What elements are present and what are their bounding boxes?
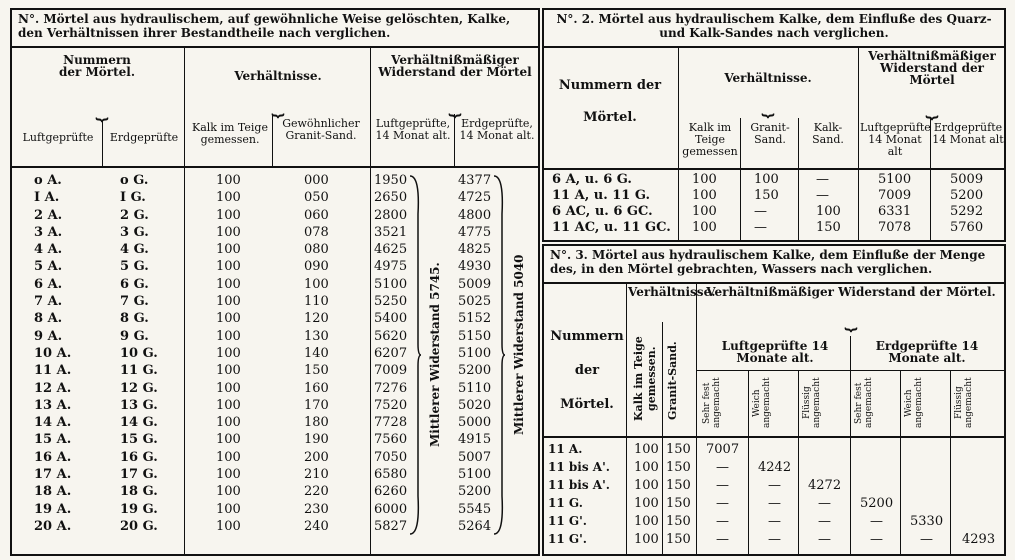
t3-vline-num	[626, 282, 627, 554]
t3-kalk: 100	[634, 478, 659, 493]
t2-ep: 5292	[950, 204, 984, 219]
t2-vline-4	[858, 46, 859, 240]
t1-hline-head	[12, 166, 538, 168]
list-item: 130	[304, 328, 329, 344]
list-item: 18 G.	[120, 484, 158, 500]
t3-num: 11 A.	[548, 442, 583, 456]
list-item: 100	[216, 276, 241, 292]
list-item: 5620	[374, 328, 408, 344]
t2-vline-5	[930, 118, 931, 240]
t3-header-nummern: Nummern der Mörtel.	[550, 329, 624, 412]
list-item: 2650	[374, 190, 408, 206]
list-item: 5152	[458, 311, 492, 327]
list-item: 5 A.	[34, 259, 63, 275]
list-item: 5150	[458, 328, 492, 344]
t3-c2: —	[768, 478, 781, 493]
t3-header-wider: Verhältnißmäßiger Widerstand der Mörtel.	[706, 285, 996, 299]
t3-header-luft: Luftgeprüfte 14 Monate alt.	[721, 339, 829, 365]
t3-c3: 4272	[808, 478, 842, 493]
t3-brace-wider: ⏟	[844, 306, 858, 331]
list-item: 100	[216, 207, 241, 223]
t2-num: 6 AC, u. 6 GC.	[552, 204, 653, 219]
list-item: 18 A.	[34, 484, 72, 500]
list-item: o G.	[120, 173, 149, 188]
list-item: 5020	[458, 397, 492, 413]
list-item: 100	[216, 173, 241, 188]
list-item: 11 G.	[120, 363, 158, 379]
list-item: 7560	[374, 432, 408, 448]
t3-c2: —	[768, 532, 781, 547]
list-item: 100	[216, 294, 241, 310]
list-item: 7009	[374, 363, 408, 379]
list-item: 8 A.	[34, 311, 63, 327]
list-item: 5400	[374, 311, 408, 327]
list-item: 000	[304, 173, 329, 188]
list-item: 100	[216, 328, 241, 344]
list-item: 060	[304, 207, 329, 223]
t3-c2: —	[768, 514, 781, 529]
list-item: 5000	[458, 415, 492, 431]
list-item: 12 G.	[120, 380, 158, 396]
list-item: 160	[304, 380, 329, 396]
list-item: 5100	[374, 276, 408, 292]
t1-vline-3	[272, 114, 273, 166]
t2-vline-1	[678, 46, 679, 240]
t2-header-nummern: Nummern der Mörtel.	[558, 78, 662, 125]
t2-kalk: 100	[692, 188, 717, 203]
list-item: 7520	[374, 397, 408, 413]
list-item: 9 A.	[34, 328, 63, 344]
t2-header-granit: Granit-Sand.	[750, 121, 790, 146]
t2-kalk: 100	[692, 220, 717, 235]
list-item: 7 G.	[120, 294, 149, 310]
list-item: 100	[216, 345, 241, 361]
list-item: 12 A.	[34, 380, 72, 396]
list-item: 5110	[458, 380, 492, 396]
t3-c1: —	[716, 478, 729, 493]
t3-vline-mid	[850, 336, 851, 554]
t2-granit: 100	[754, 172, 779, 187]
list-item: 3521	[374, 224, 408, 240]
t2-header-ep: Erdgeprüfte 14 Monat alt	[932, 121, 1004, 146]
t2-brace-wider: ⏟	[925, 94, 939, 119]
t3-c5: 5330	[910, 514, 944, 529]
t3-vline-kalk	[662, 322, 663, 554]
list-item: 4930	[458, 259, 492, 275]
list-item: 5025	[458, 294, 492, 310]
t2-ks: —	[816, 188, 829, 203]
t3-c1: —	[716, 460, 729, 475]
list-item: 230	[304, 501, 329, 517]
table-1	[10, 8, 540, 556]
t3-hline-head	[544, 436, 1004, 438]
t2-ep: 5009	[950, 172, 984, 187]
t3-c3: —	[818, 496, 831, 511]
list-item: 100	[216, 224, 241, 240]
list-item: 17 A.	[34, 467, 72, 483]
list-item: 4975	[374, 259, 408, 275]
t3-sub-5: Flüssig angemacht	[954, 377, 974, 429]
t3-sub-1: Weich angemacht	[752, 377, 772, 429]
t2-num: 6 A, u. 6 G.	[552, 172, 632, 187]
list-item: 100	[216, 501, 241, 517]
t3-sub-2: Flüssig angemacht	[802, 377, 822, 429]
t3-num: 11 G.	[548, 496, 583, 510]
list-item: 100	[216, 415, 241, 431]
t2-lp: 7078	[878, 220, 912, 235]
t3-c1: —	[716, 514, 729, 529]
t2-granit: —	[754, 220, 767, 235]
list-item: 6000	[374, 501, 408, 517]
t3-c6: 4293	[962, 532, 996, 547]
t1-col-luft	[34, 172, 71, 535]
list-item: 15 G.	[120, 432, 158, 448]
list-item: 7050	[374, 449, 408, 465]
list-item: 15 A.	[34, 432, 72, 448]
t3-header-kalk: Kalk im Teige gemessen.	[632, 336, 658, 422]
list-item: 10 G.	[120, 345, 158, 361]
list-item: 5007	[458, 449, 492, 465]
list-item: 5200	[458, 363, 492, 379]
t3-num: 11 bis A'.	[548, 460, 610, 474]
t3-header-verh: Verhältnisse.	[628, 285, 716, 299]
t1-brace-wider: ⏟	[448, 92, 462, 117]
t2-header-kalksand: Kalk-Sand.	[812, 121, 844, 146]
t2-header-wider: Verhältnißmäßiger Widerstand der Mörtel	[868, 49, 996, 87]
list-item: 190	[304, 432, 329, 448]
t3-vline-s2	[798, 370, 799, 554]
t2-kalk: 100	[692, 204, 717, 219]
list-item: 100	[216, 259, 241, 275]
t1-col-lp	[374, 172, 407, 535]
t3-granit: 150	[666, 460, 691, 475]
list-item: 4775	[458, 224, 492, 240]
t3-c1: —	[716, 532, 729, 547]
list-item: 4377	[458, 173, 492, 188]
list-item: 4800	[458, 207, 492, 223]
list-item: 150	[304, 363, 329, 379]
list-item: 20 G.	[120, 518, 158, 534]
t1-header-kalk: Kalk im Teige gemessen.	[192, 121, 268, 146]
list-item: 240	[304, 518, 329, 534]
list-item: 100	[216, 380, 241, 396]
t2-kalk: 100	[692, 172, 717, 187]
t3-granit: 150	[666, 478, 691, 493]
list-item: 16 G.	[120, 449, 158, 465]
list-item: 10 A.	[34, 345, 72, 361]
list-item: 3 A.	[34, 224, 63, 240]
list-item: 14 A.	[34, 415, 72, 431]
t3-kalk: 100	[634, 514, 659, 529]
list-item: 2 G.	[120, 207, 149, 223]
t3-c4: 5200	[860, 496, 894, 511]
list-item: 19 G.	[120, 501, 158, 517]
t1-col-granit	[304, 172, 329, 535]
list-item: 5200	[458, 484, 492, 500]
list-item: 100	[216, 397, 241, 413]
t3-sub-4: Weich angemacht	[904, 377, 924, 429]
t1-brace-lp-shape	[408, 174, 422, 536]
t3-c3: —	[818, 514, 831, 529]
list-item: 100	[216, 467, 241, 483]
list-item: 180	[304, 415, 329, 431]
t1-brace-nummern: ⏟	[95, 96, 109, 121]
list-item: 078	[304, 224, 329, 240]
list-item: 4725	[458, 190, 492, 206]
list-item: I G.	[120, 190, 146, 206]
t2-lp: 5100	[878, 172, 912, 187]
list-item: 5100	[458, 467, 492, 483]
list-item: 5827	[374, 518, 408, 534]
list-item: 5100	[458, 345, 492, 361]
t3-vline-s5	[950, 370, 951, 554]
list-item: 100	[216, 190, 241, 206]
t2-vline-3	[798, 118, 799, 240]
t3-c2: 4242	[758, 460, 792, 475]
t3-vline-verh	[696, 282, 697, 554]
t2-lp: 6331	[878, 204, 912, 219]
t1-mittlerer-luft: Mittlerer Widerstand 5745.	[428, 262, 442, 448]
t1-vline-4	[370, 46, 371, 554]
t2-header-verh: Verhältnisse.	[724, 71, 812, 85]
list-item: 090	[304, 259, 329, 275]
table-1-title: N°. Mörtel aus hydraulischem, auf gewöhnliche Weise gelöschten, Kalke, den Verhältnissen ihrer Bestandtheile nach verglichen.	[12, 10, 538, 48]
list-item: 5264	[458, 518, 492, 534]
list-item: 220	[304, 484, 329, 500]
t2-ks: —	[816, 172, 829, 187]
list-item: 100	[216, 449, 241, 465]
t1-col-ep	[458, 172, 491, 535]
list-item: 100	[216, 518, 241, 534]
t3-c4: —	[870, 532, 883, 547]
list-item: 2800	[374, 207, 408, 223]
list-item: 5009	[458, 276, 492, 292]
t3-vline-s1	[748, 370, 749, 554]
t2-header-kalk: Kalk im Teige gemessen	[682, 121, 738, 158]
t3-kalk: 100	[634, 442, 659, 457]
t3-num: 11 bis A'.	[548, 478, 610, 492]
t3-header-granit: Granit-Sand.	[666, 341, 679, 421]
t2-lp: 7009	[878, 188, 912, 203]
list-item: 6207	[374, 345, 408, 361]
table-3	[542, 244, 1006, 556]
list-item: 13 A.	[34, 397, 72, 413]
table-2-title: N°. 2. Mörtel aus hydraulischem Kalke, dem Einfluße des Quarz- und Kalk-Sandes nach verglichen.	[544, 10, 1004, 48]
t3-granit: 150	[666, 514, 691, 529]
list-item: 100	[216, 311, 241, 327]
list-item: 7728	[374, 415, 408, 431]
t3-num: 11 G'.	[548, 514, 587, 528]
list-item: 7 A.	[34, 294, 63, 310]
list-item: 5250	[374, 294, 408, 310]
t1-brace-ep-shape	[492, 174, 506, 536]
t1-header-granit: Gewöhnlicher Granit-Sand.	[282, 117, 360, 142]
t2-ep: 5200	[950, 188, 984, 203]
t2-brace-verh: ⏟	[761, 92, 775, 117]
list-item: 110	[304, 294, 329, 310]
t3-sub-3: Sehr fest angemacht	[854, 377, 874, 429]
list-item: 16 A.	[34, 449, 72, 465]
t1-mittlerer-erd: Mittlerer Widerstand 5040	[512, 254, 526, 436]
list-item: 210	[304, 467, 329, 483]
t2-ep: 5760	[950, 220, 984, 235]
t1-vline-2	[184, 46, 185, 554]
list-item: 20 A.	[34, 518, 72, 534]
t3-num: 11 G'.	[548, 532, 587, 546]
t3-c1: —	[716, 496, 729, 511]
t3-granit: 150	[666, 442, 691, 457]
t3-kalk: 100	[634, 532, 659, 547]
list-item: 100	[216, 242, 241, 258]
t1-header-lp: Luftgeprüfte, 14 Monat alt.	[375, 117, 451, 142]
t2-num: 11 AC, u. 11 GC.	[552, 220, 671, 235]
t1-vline-5	[454, 114, 455, 166]
list-item: 13 G.	[120, 397, 158, 413]
list-item: 5 G.	[120, 259, 149, 275]
list-item: 100	[216, 484, 241, 500]
table-3-title: N°. 3. Mörtel aus hydraulischem Kalke, dem Einfluße der Menge des, in den Mörtel gebrachten, Wassers nach verglichen.	[544, 246, 1004, 284]
t2-vline-2	[740, 118, 741, 240]
list-item: 19 A.	[34, 501, 72, 517]
list-item: 6 G.	[120, 276, 149, 292]
t1-col-erd	[120, 172, 158, 535]
t3-vline-s4	[900, 370, 901, 554]
t1-brace-verh: ⏟	[271, 92, 285, 117]
t3-kalk: 100	[634, 496, 659, 511]
list-item: o A.	[34, 173, 62, 188]
list-item: 120	[304, 311, 329, 327]
list-item: 1950	[374, 173, 408, 188]
list-item: 6 A.	[34, 276, 63, 292]
t1-header-wider: Verhältnißmäßiger Widerstand der Mörtel	[378, 53, 532, 79]
list-item: 5545	[458, 501, 492, 517]
t1-col-kalk	[216, 172, 241, 535]
t1-header-ep: Erdgeprüfte, 14 Monat alt.	[459, 117, 535, 142]
list-item: 6580	[374, 467, 408, 483]
t3-c5: —	[920, 532, 933, 547]
list-item: 100	[216, 363, 241, 379]
t3-hline-sub	[696, 370, 1004, 371]
t1-brace-lp	[408, 174, 422, 536]
list-item: 140	[304, 345, 329, 361]
t2-header-lp: Luftgeprüfte 14 Monat alt	[860, 121, 931, 158]
t2-granit: —	[754, 204, 767, 219]
t3-sub-0: Sehr fest angemacht	[702, 377, 722, 429]
list-item: 100	[216, 432, 241, 448]
list-item: 050	[304, 190, 329, 206]
list-item: 11 A.	[34, 363, 72, 379]
t3-c4: —	[870, 514, 883, 529]
t1-vline-1	[102, 120, 103, 166]
t1-header-erd: Erdgeprüfte	[109, 131, 179, 144]
list-item: 4825	[458, 242, 492, 258]
t1-header-verh: Verhältnisse.	[234, 69, 322, 83]
list-item: 9 G.	[120, 328, 149, 344]
list-item: 8 G.	[120, 311, 149, 327]
t3-header-erd: Erdgeprüfte 14 Monate alt.	[875, 339, 979, 365]
list-item: I A.	[34, 190, 60, 206]
t2-num: 11 A, u. 11 G.	[552, 188, 651, 203]
t2-granit: 150	[754, 188, 779, 203]
list-item: 170	[304, 397, 329, 413]
list-item: 100	[304, 276, 329, 292]
list-item: 4 A.	[34, 242, 63, 258]
list-item: 14 G.	[120, 415, 158, 431]
list-item: 4915	[458, 432, 492, 448]
list-item: 3 G.	[120, 224, 149, 240]
t2-ks: 150	[816, 220, 841, 235]
t1-header-nummern: Nummern der Mörtel.	[58, 53, 136, 79]
t3-granit: 150	[666, 532, 691, 547]
t1-brace-ep	[492, 174, 506, 536]
t3-c3: —	[818, 532, 831, 547]
list-item: 7276	[374, 380, 408, 396]
t3-kalk: 100	[634, 460, 659, 475]
list-item: 4 G.	[120, 242, 149, 258]
list-item: 17 G.	[120, 467, 158, 483]
t2-hline-head	[544, 168, 1004, 170]
list-item: 6260	[374, 484, 408, 500]
list-item: 4625	[374, 242, 408, 258]
list-item: 200	[304, 449, 329, 465]
table-2	[542, 8, 1006, 242]
t3-c1: 7007	[706, 442, 740, 457]
t3-granit: 150	[666, 496, 691, 511]
list-item: 2 A.	[34, 207, 63, 223]
t2-ks: 100	[816, 204, 841, 219]
t1-header-luft: Luftgeprüfte	[22, 131, 94, 144]
list-item: 080	[304, 242, 329, 258]
t3-c2: —	[768, 496, 781, 511]
